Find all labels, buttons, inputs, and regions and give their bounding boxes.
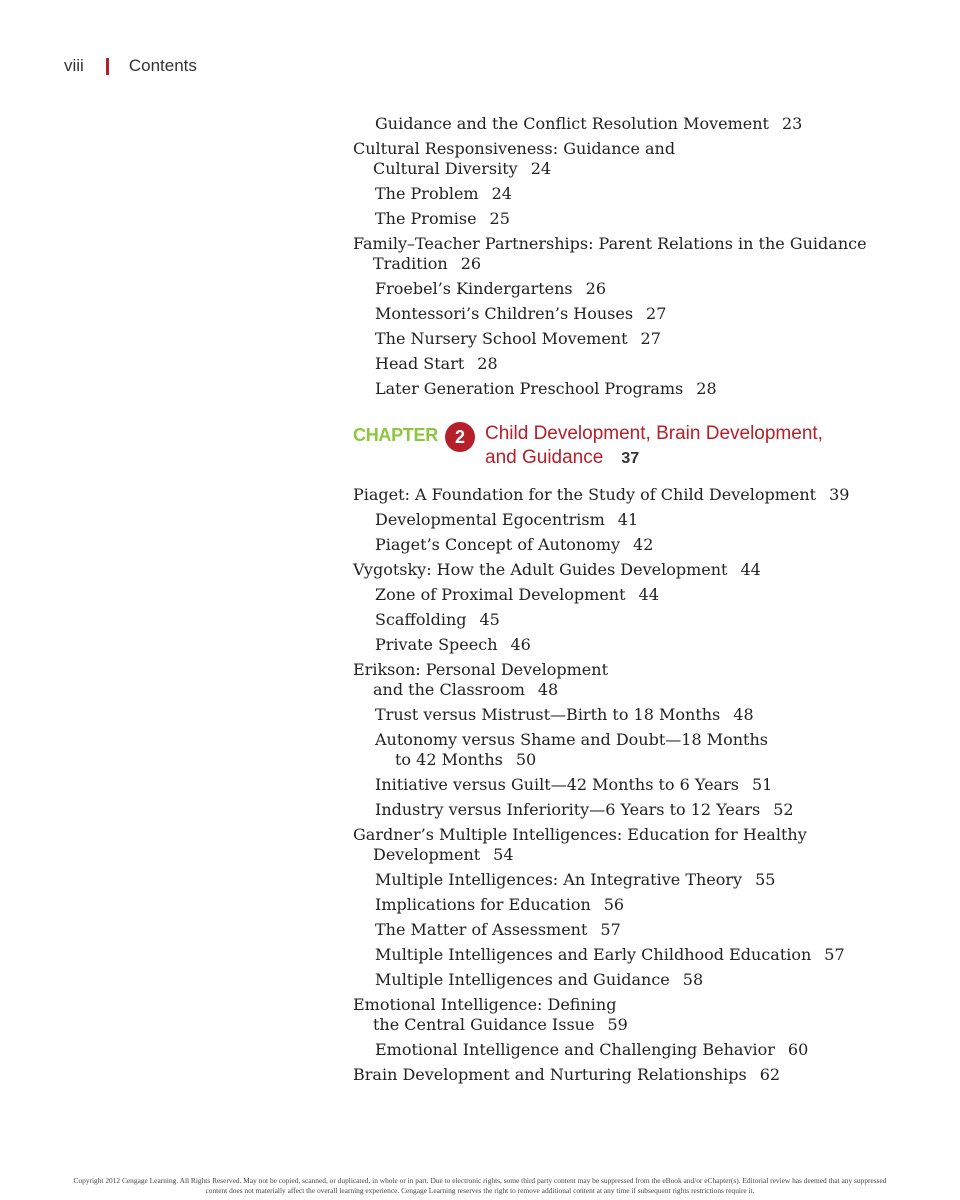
toc-entry-title: Head Start: [375, 354, 465, 373]
toc-entry-page: 26: [585, 279, 606, 298]
toc-entry-page: 60: [787, 1040, 809, 1059]
chapter-title-line1: Child Development, Brain Development,: [485, 423, 823, 444]
toc-entry: [353, 1040, 873, 1060]
toc-entry: [353, 660, 873, 700]
toc-entry-title-cont: [353, 159, 873, 179]
toc-entry-page: 52: [773, 800, 794, 819]
toc-entry: [353, 560, 873, 580]
toc-entry: [353, 304, 873, 324]
chapter-page: 37: [621, 450, 640, 467]
footer-line2: content does not materially affect the overall learning experience. Cengage Learning reserves the right to remove additional content at any time if subsequent rights restrictions require it.: [205, 1186, 755, 1195]
toc-entry-page: 62: [759, 1065, 781, 1084]
chapter-title: [485, 422, 823, 471]
toc-entry-title-cont: [375, 750, 873, 770]
toc-entry: [353, 379, 873, 399]
toc-entry-title: Guidance and the Conflict Resolution Movement: [375, 114, 769, 133]
toc-entry: [353, 800, 873, 820]
toc-entry-title: Cultural Responsiveness: Guidance and: [353, 139, 676, 158]
toc-entry-title: Autonomy versus Shame and Doubt—18 Months: [375, 730, 768, 749]
toc-entry-page: 55: [755, 870, 776, 889]
toc-entry-title-line2: to 42 Months: [395, 750, 503, 769]
toc-entry-page: 26: [460, 254, 482, 273]
toc-entry: [353, 354, 873, 374]
toc-entry-page: 39: [829, 485, 850, 504]
toc-entry-title: Multiple Intelligences: An Integrative Theory: [375, 870, 743, 889]
toc-entry-page: 59: [607, 1015, 628, 1034]
toc-entry-title-line2: Cultural Diversity: [373, 159, 518, 178]
toc-entry: [353, 895, 873, 915]
toc-entry: [353, 234, 873, 274]
toc-entry-title-cont: [353, 1015, 873, 1035]
toc-entry-page: 44: [740, 560, 761, 579]
toc-entry-title: Initiative versus Guilt—42 Months to 6 Years: [375, 775, 739, 794]
table-of-contents: [353, 114, 873, 1090]
toc-entry-page: 41: [617, 510, 639, 529]
toc-entry: [353, 775, 873, 795]
toc-entry: [353, 610, 873, 630]
toc-entry-title: Multiple Intelligences and Early Childhood Education: [375, 945, 812, 964]
section-title: Contents: [128, 56, 197, 75]
toc-entry-title: The Matter of Assessment: [375, 920, 588, 939]
toc-entry-title: Gardner’s Multiple Intelligences: Education for Healthy: [353, 825, 807, 844]
toc-entry-page: 28: [696, 379, 717, 398]
toc-entry-title-cont: [353, 680, 873, 700]
toc-entry-title-line2: Development: [373, 845, 481, 864]
toc-entry-page: 51: [751, 775, 773, 794]
toc-entry-page: 54: [493, 845, 514, 864]
toc-entry-page: 45: [479, 610, 500, 629]
toc-entry-page: 27: [646, 304, 667, 323]
toc-entry: [353, 1065, 873, 1085]
toc-entry: [353, 995, 873, 1035]
toc-entry: [353, 510, 873, 530]
toc-section-after: [353, 485, 873, 1085]
toc-entry-title: Implications for Education: [375, 895, 591, 914]
toc-entry-title: Brain Development and Nurturing Relationships: [353, 1065, 747, 1084]
toc-entry-title: Family–Teacher Partnerships: Parent Relations in the Guidance: [353, 234, 867, 253]
toc-entry: [353, 705, 873, 725]
toc-entry-title: Montessori’s Children’s Houses: [375, 304, 634, 323]
chapter-label: CHAPTER: [353, 425, 438, 445]
toc-entry: [353, 535, 873, 555]
toc-entry: [353, 825, 873, 865]
toc-entry-title: The Promise: [375, 209, 477, 228]
toc-entry: [353, 209, 873, 229]
toc-entry-page: 46: [510, 635, 531, 654]
toc-entry-page: 57: [600, 920, 621, 939]
toc-entry-title: Piaget: A Foundation for the Study of Child Development: [353, 485, 817, 504]
toc-entry: [353, 870, 873, 890]
toc-entry-page: 44: [638, 585, 659, 604]
toc-entry-title-cont: [353, 845, 873, 865]
toc-entry: [353, 279, 873, 299]
copyright-footer: [12, 1176, 948, 1196]
chapter-number-badge: 2: [445, 422, 475, 452]
toc-entry: [353, 970, 873, 990]
toc-entry: [353, 184, 873, 204]
header-divider: [106, 58, 109, 75]
toc-entry-title: Industry versus Inferiority—6 Years to 12 Years: [375, 800, 761, 819]
toc-entry-title: Later Generation Preschool Programs: [375, 379, 684, 398]
toc-entry-page: 24: [530, 159, 552, 178]
chapter-heading: [353, 422, 873, 471]
toc-entry-page: 28: [477, 354, 498, 373]
toc-entry: [353, 585, 873, 605]
toc-entry: [353, 635, 873, 655]
toc-entry: [353, 730, 873, 770]
toc-entry: [353, 139, 873, 179]
toc-entry-title: Private Speech: [375, 635, 498, 654]
toc-entry-title: Piaget’s Concept of Autonomy: [375, 535, 621, 554]
toc-entry-title-line2: Tradition: [373, 254, 448, 273]
toc-entry-page: 56: [603, 895, 625, 914]
toc-entry: [353, 945, 873, 965]
toc-entry-title: Erikson: Personal Development: [353, 660, 608, 679]
running-head: [64, 56, 197, 76]
toc-entry-title: Scaffolding: [375, 610, 467, 629]
toc-entry-page: 48: [537, 680, 559, 699]
toc-entry-page: 57: [824, 945, 845, 964]
toc-entry-title: The Problem: [375, 184, 479, 203]
toc-entry-title: Emotional Intelligence and Challenging Behavior: [375, 1040, 775, 1059]
toc-entry-title: The Nursery School Movement: [375, 329, 628, 348]
toc-entry: [353, 114, 873, 134]
toc-entry-page: 25: [489, 209, 510, 228]
footer-line1: Copyright 2012 Cengage Learning. All Rights Reserved. May not be copied, scanned, or duplicated, in whole or in part. Due to electronic rights, some third party content may be suppressed from the eBook and/or eChapter(s). Editorial review has deemed that any suppressed: [73, 1176, 887, 1185]
toc-entry-title: Zone of Proximal Development: [375, 585, 626, 604]
toc-entry-title: Developmental Egocentrism: [375, 510, 605, 529]
toc-section-before: [353, 114, 873, 399]
toc-entry-page: 50: [515, 750, 537, 769]
toc-entry-title-cont: [353, 254, 873, 274]
chapter-title-line2: and Guidance: [485, 447, 604, 468]
toc-entry-title: Emotional Intelligence: Defining: [353, 995, 617, 1014]
toc-entry-page: 23: [781, 114, 803, 133]
toc-entry-title-line2: the Central Guidance Issue: [373, 1015, 595, 1034]
toc-entry-page: 42: [633, 535, 654, 554]
page-number: viii: [64, 56, 84, 75]
toc-entry-page: 27: [640, 329, 661, 348]
toc-entry-title: Froebel’s Kindergartens: [375, 279, 573, 298]
toc-entry: [353, 920, 873, 940]
toc-entry-page: 24: [491, 184, 512, 203]
toc-entry-page: 58: [682, 970, 704, 989]
toc-entry-title: Trust versus Mistrust—Birth to 18 Months: [375, 705, 721, 724]
toc-entry: [353, 485, 873, 505]
toc-entry-page: 48: [733, 705, 754, 724]
toc-entry-title: Multiple Intelligences and Guidance: [375, 970, 670, 989]
toc-entry: [353, 329, 873, 349]
toc-entry-title-line2: and the Classroom: [373, 680, 525, 699]
toc-entry-title: Vygotsky: How the Adult Guides Development: [353, 560, 728, 579]
